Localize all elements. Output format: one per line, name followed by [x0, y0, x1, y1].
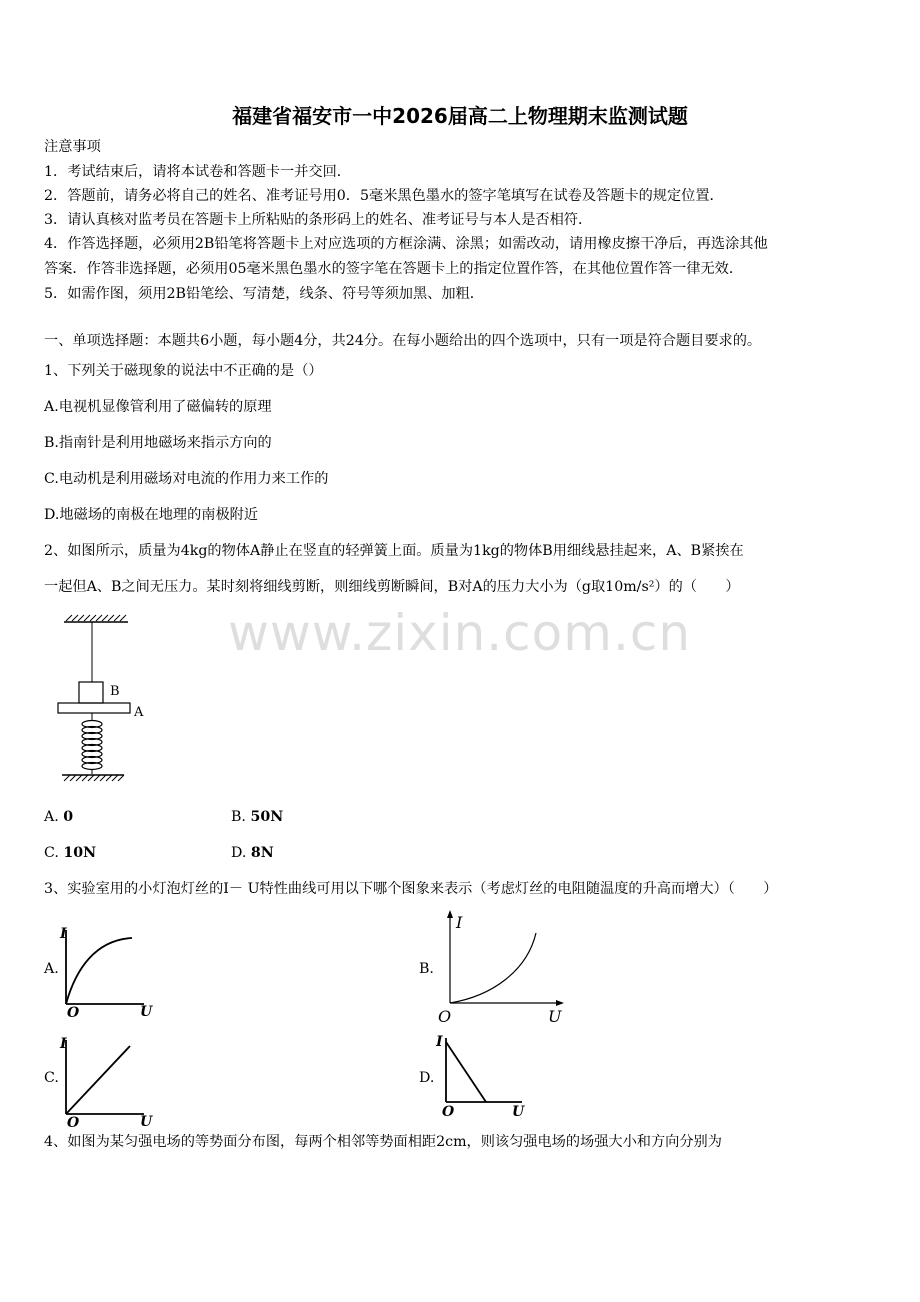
origin-label: O: [67, 1115, 80, 1128]
question-3-label-c: C.: [44, 1070, 59, 1086]
question-3-label-a: A.: [44, 961, 59, 977]
option-value: 50N: [250, 809, 284, 825]
question-3-label-b: B.: [419, 961, 434, 977]
axis-u-label: U: [140, 1004, 153, 1018]
notes-item: 2．答题前，请务必将自己的姓名、准考证号用0．5毫米黑色墨水的签字笔填写在试卷及答题卡的规定位置．: [44, 188, 724, 204]
notes-heading: 注意事项: [44, 139, 101, 155]
question-2-option-b: [231, 807, 283, 827]
option-letter: A.: [44, 809, 64, 825]
question-1-option: C.电动机是利用磁场对电流的作用力来工作的: [44, 471, 329, 487]
question-2-option-d: [231, 843, 274, 863]
axis-u-label: U: [548, 1007, 562, 1026]
iu-graph-c: [56, 1028, 156, 1128]
axis-i-label: I: [436, 1034, 443, 1050]
axis-u-label: U: [512, 1104, 525, 1120]
question-3-label-d: D.: [419, 1070, 435, 1086]
page-title: 福建省福安市一中2026届高二上物理期末监测试题: [232, 104, 688, 128]
option-letter: D.: [231, 845, 251, 861]
spring: [82, 721, 102, 770]
question-1-option: B.指南针是利用地磁场来指示方向的: [44, 435, 272, 451]
option-value: 8N: [250, 845, 274, 861]
notes-item: 4．作答选择题，必须用2B铅笔将答题卡上对应选项的方框涂满、涂黑；如需改动，请用橡皮擦干净后，再选涂其他: [44, 236, 768, 252]
label-a: A: [134, 705, 144, 720]
question-3-stem: 3、实验室用的小灯泡灯丝的I－ U特性曲线可用以下哪个图象来表示（考虑灯丝的电阻随温度的升高而增大）（ ）: [44, 881, 778, 897]
origin-label: O: [438, 1007, 452, 1026]
question-4-stem: 4、如图为某匀强电场的等势面分布图，每两个相邻等势面相距2cm，则该匀强电场的场强大小和方向分别为: [44, 1134, 722, 1150]
notes-item: 3．请认真核对监考员在答题卡上所粘贴的条形码上的姓名、准考证号与本人是否相符．: [44, 212, 593, 228]
question-2-option-a: [44, 807, 73, 827]
iu-graph-b: [432, 906, 572, 1026]
spring-block-figure: [50, 612, 160, 792]
axis-u-label: U: [140, 1114, 153, 1128]
question-2-line1: 2、如图所示，质量为4kg的物体A静止在竖直的轻弹簧上面。质量为1kg的物体B用细线悬挂起来，A、B紧挨在: [44, 543, 744, 559]
axis-i-label: I: [60, 1036, 67, 1052]
origin-label: O: [67, 1005, 80, 1018]
origin-label: O: [442, 1104, 455, 1120]
notes-item: 5．如需作图，须用2B铅笔绘、写清楚，线条、符号等须加黑、加粗．: [44, 286, 484, 302]
question-2-line2: 一起但A、B之间无压力。某时刻将细线剪断，则细线剪断瞬间，B对A的压力大小为（g取10m/s²）的（ ）: [44, 579, 740, 595]
notes-item: 答案．作答非选择题，必须用05毫米黑色墨水的签字笔在答题卡上的指定位置作答，在其他位置作答一律无效．: [44, 261, 744, 277]
label-b: B: [110, 684, 120, 699]
axis-i-label: I: [456, 913, 463, 932]
question-2-option-c: [44, 843, 96, 863]
watermark: www.zixin.com.cn: [228, 604, 692, 662]
section-heading: 一、单项选择题：本题共6小题，每小题4分，共24分。在每小题给出的四个选项中，只有一项是符合题目要求的。: [44, 333, 762, 349]
option-letter: B.: [231, 809, 251, 825]
iu-graph-d: [436, 1028, 536, 1128]
option-value: 0: [63, 809, 74, 825]
question-1-option: D.地磁场的南极在地理的南极附近: [44, 507, 259, 523]
notes-item: 1．考试结束后，请将本试卷和答题卡一并交回．: [44, 164, 351, 180]
question-1-option: A.电视机显像管利用了磁偏转的原理: [44, 399, 272, 415]
question-1-stem: 1、下列关于磁现象的说法中不正确的是（）: [44, 363, 323, 379]
axis-i-label: I: [60, 926, 67, 942]
option-value: 10N: [63, 845, 97, 861]
option-letter: C.: [44, 845, 64, 861]
iu-graph-a: [56, 918, 156, 1018]
